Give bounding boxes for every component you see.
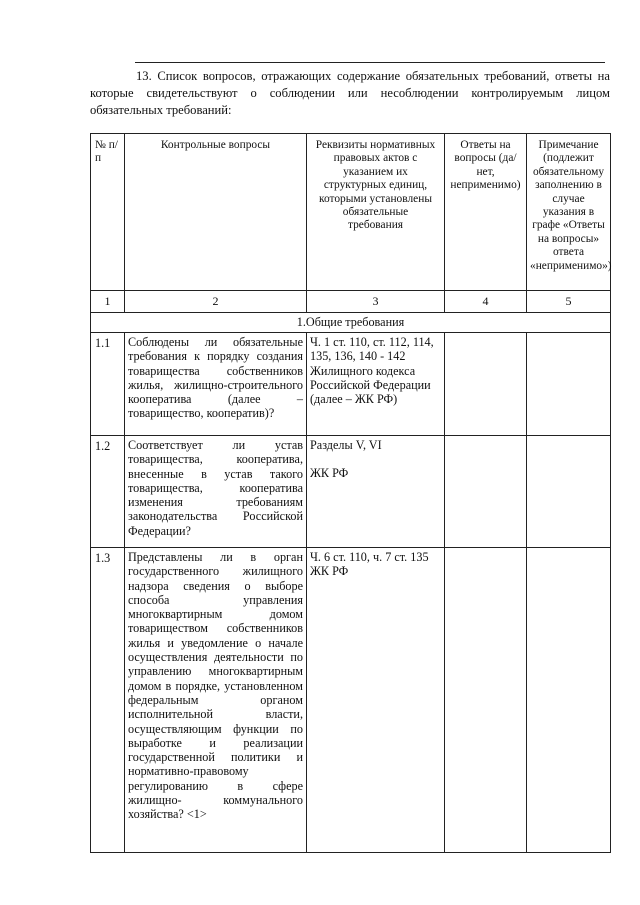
requisite-line: ЖК РФ bbox=[310, 466, 349, 481]
table-row bbox=[91, 548, 611, 853]
column-number: 3 bbox=[307, 291, 445, 313]
section-row bbox=[91, 313, 611, 333]
heading-number: 13. bbox=[136, 69, 152, 83]
row-number: 1.3 bbox=[91, 548, 125, 853]
question-cell: Соответствует ли устав товарищества, кооператива, внесенные в устав такого товарищества, кооператива изменения требованиям законодательства Российской Федерации? bbox=[125, 436, 307, 548]
note-cell[interactable] bbox=[527, 548, 611, 853]
note-cell[interactable] bbox=[527, 436, 611, 548]
header-row bbox=[91, 134, 611, 291]
table-row bbox=[91, 333, 611, 436]
row-number: 1.2 bbox=[91, 436, 125, 548]
column-number-row bbox=[91, 291, 611, 313]
column-number: 1 bbox=[91, 291, 125, 313]
header-rule bbox=[135, 62, 605, 63]
requisite-cell bbox=[307, 548, 445, 853]
answer-cell[interactable] bbox=[445, 333, 527, 436]
question-cell: Представлены ли в орган государственного жилищного надзора сведения о выборе способа управления многоквартирным домом товариществом собственников жилья и уведомление о начале осуществления деятельности по управлению многоквартирным домом в порядке, установленном федеральным органом исполнительной власти, осуществляющим функции по выработке и реализации государственной политики и нормативно-правовому регулированию в сфере жилищно- коммунального хозяйства? <1> bbox=[125, 548, 307, 853]
column-number: 5 bbox=[527, 291, 611, 313]
question-cell: Соблюдены ли обязательные требования к порядку создания товарищества собственников жилья, жилищно-строительного кооператива (далее – товарищество, кооператив)? bbox=[125, 333, 307, 436]
checklist-table bbox=[90, 133, 611, 853]
answer-cell[interactable] bbox=[445, 436, 527, 548]
header-questions: Контрольные вопросы bbox=[125, 134, 307, 291]
column-number: 4 bbox=[445, 291, 527, 313]
section-title: 1.Общие требования bbox=[91, 313, 611, 333]
note-cell[interactable] bbox=[527, 333, 611, 436]
requisite-line: Разделы V, VI bbox=[310, 438, 382, 452]
column-number: 2 bbox=[125, 291, 307, 313]
header-answers: Ответы на вопросы (да/нет, неприменимо) bbox=[445, 134, 527, 291]
answer-cell[interactable] bbox=[445, 548, 527, 853]
heading-text: Список вопросов, отражающих содержание обязательных требований, ответы на которые свидетельствуют о соблюдении или несоблюдении контролируемым лицом обязательных требований: bbox=[90, 69, 610, 117]
header-num: № п/п bbox=[91, 134, 125, 291]
table-row bbox=[91, 436, 611, 548]
requisite-cell bbox=[307, 436, 445, 548]
requisite-cell bbox=[307, 333, 445, 436]
requisite-line: Ч. 1 ст. 110, ст. 112, 114, 135, 136, 140 - 142 Жилищного кодекса Российской Федерации (далее – ЖК РФ) bbox=[310, 335, 434, 407]
header-requisites: Реквизиты нормативных правовых актов с указанием их структурных единиц, которыми установлены обязательные требования bbox=[307, 134, 445, 291]
intro-paragraph bbox=[90, 68, 610, 119]
header-note: Примечание (подлежит обязательному заполнению в случае указания в графе «Ответы на вопросы» ответа «неприменимо») bbox=[527, 134, 611, 291]
requisite-line: Ч. 6 ст. 110, ч. 7 ст. 135 ЖК РФ bbox=[310, 550, 429, 579]
row-number: 1.1 bbox=[91, 333, 125, 436]
